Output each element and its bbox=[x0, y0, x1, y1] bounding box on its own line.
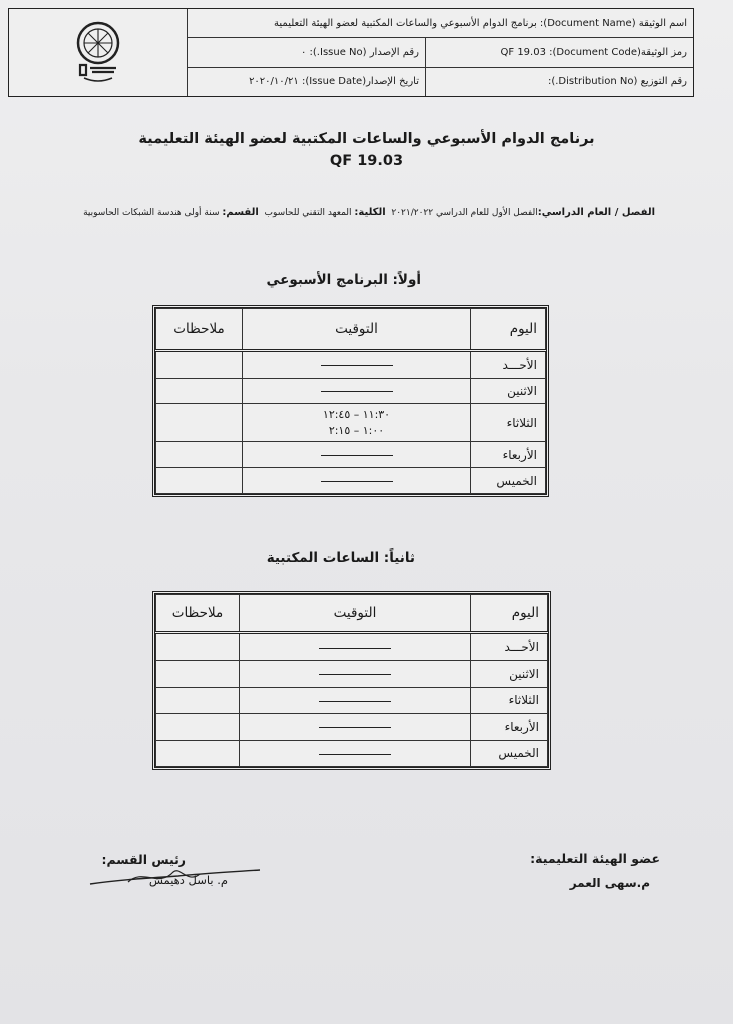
day-cell: الخميس bbox=[471, 740, 548, 766]
document-code: رمز الوثيقة(Document Code): QF 19.03 bbox=[425, 38, 693, 66]
header-row-code bbox=[188, 38, 693, 67]
table-row bbox=[156, 714, 548, 740]
empty-dash bbox=[321, 390, 393, 392]
semester-label: الفصل / العام الدراسي: bbox=[537, 207, 655, 218]
day-cell: الخميس bbox=[471, 468, 546, 494]
header-notes: ملاحظات bbox=[156, 309, 243, 351]
time-cell bbox=[240, 687, 471, 713]
time-slot-2: ١:٠٠ – ٢:١٥ bbox=[328, 423, 385, 437]
distribution-no: رقم التوزيع (Distribution No.): bbox=[425, 68, 693, 96]
notes-cell bbox=[156, 740, 240, 766]
university-logo-emblem-icon bbox=[66, 18, 130, 88]
day-cell: الاثنين bbox=[471, 661, 548, 687]
empty-dash bbox=[321, 364, 393, 366]
header-time: التوقيت bbox=[240, 595, 471, 633]
time-cell bbox=[243, 378, 471, 404]
issue-date: تاريخ الإصدار(Issue Date): ٢٠٢٠/١٠/٢١ bbox=[249, 76, 419, 88]
time-cell bbox=[240, 714, 471, 740]
department-label: القسم: bbox=[222, 207, 259, 218]
day-cell: الأحـــد bbox=[471, 633, 548, 661]
table-header-row bbox=[156, 595, 548, 633]
empty-dash bbox=[319, 647, 391, 649]
table-row bbox=[156, 404, 546, 442]
day-cell: الثلاثاء bbox=[471, 404, 546, 442]
weekly-schedule-title: أولاً: البرنامج الأسبوعي bbox=[266, 272, 421, 288]
header-time: التوقيت bbox=[243, 309, 471, 351]
department-head-label: رئيس القسم: bbox=[101, 852, 186, 867]
department-head-name: م. باسل دهيمش bbox=[148, 873, 228, 887]
table-row bbox=[156, 687, 548, 713]
table-row bbox=[156, 661, 548, 687]
header-row-name bbox=[188, 9, 693, 38]
time-cell bbox=[240, 633, 471, 661]
college-label: الكلية: bbox=[354, 207, 386, 218]
issue-no: رقم الإصدار (Issue No.): ٠ bbox=[300, 46, 419, 58]
page-title: برنامج الدوام الأسبوعي والساعات المكتبية لعضو الهيئة التعليمية bbox=[138, 131, 595, 147]
college-value: المعهد التقني للحاسوب bbox=[264, 208, 352, 218]
header-notes: ملاحظات bbox=[156, 595, 240, 633]
document-name: اسم الوثيقة (Document Name): برنامج الدوام الأسبوعي والساعات المكتبية لعضو الهيئة التعليمية bbox=[274, 17, 687, 29]
notes-cell bbox=[156, 661, 240, 687]
time-cell bbox=[243, 351, 471, 379]
time-cell bbox=[243, 404, 471, 442]
header-info bbox=[188, 9, 693, 96]
empty-dash bbox=[321, 480, 393, 482]
table-row bbox=[156, 468, 546, 494]
day-cell: الثلاثاء bbox=[471, 687, 548, 713]
notes-cell bbox=[156, 351, 243, 379]
university-logo bbox=[9, 9, 188, 96]
document-header bbox=[8, 8, 694, 97]
empty-dash bbox=[319, 673, 391, 675]
notes-cell bbox=[156, 468, 243, 494]
notes-cell bbox=[156, 687, 240, 713]
notes-cell bbox=[156, 714, 240, 740]
time-cell bbox=[243, 468, 471, 494]
header-row-dist bbox=[188, 68, 693, 96]
empty-dash bbox=[319, 700, 391, 702]
form-code-title: QF 19.03 bbox=[329, 153, 404, 169]
course-info-line bbox=[83, 207, 655, 218]
time-slot-1: ١١:٣٠ – ١٢:٤٥ bbox=[322, 407, 391, 421]
notes-cell bbox=[156, 404, 243, 442]
empty-dash bbox=[321, 454, 393, 456]
table-row bbox=[156, 633, 548, 661]
table-row bbox=[156, 351, 546, 379]
empty-dash bbox=[319, 726, 391, 728]
table-row bbox=[156, 442, 546, 468]
table-row bbox=[156, 378, 546, 404]
notes-cell bbox=[156, 378, 243, 404]
header-day: اليوم bbox=[471, 309, 546, 351]
day-cell: الأربعاء bbox=[471, 714, 548, 740]
notes-cell bbox=[156, 442, 243, 468]
table-header-row bbox=[156, 309, 546, 351]
empty-dash bbox=[319, 753, 391, 755]
table-row bbox=[156, 740, 548, 766]
time-cell bbox=[240, 661, 471, 687]
office-hours-title: ثانياً: الساعات المكتبية bbox=[266, 550, 415, 566]
day-cell: الاثنين bbox=[471, 378, 546, 404]
header-day: اليوم bbox=[471, 595, 548, 633]
weekly-schedule-table bbox=[152, 305, 549, 497]
faculty-member-label: عضو الهيئة التعليمية: bbox=[530, 851, 660, 866]
time-cell bbox=[243, 442, 471, 468]
notes-cell bbox=[156, 633, 240, 661]
day-cell: الأربعاء bbox=[471, 442, 546, 468]
signature-scribble-icon bbox=[88, 858, 263, 890]
office-hours-table bbox=[152, 591, 551, 770]
time-cell bbox=[240, 740, 471, 766]
semester-value: الفصل الأول للعام الدراسي ٢٠٢١/٢٠٢٢ bbox=[391, 208, 538, 218]
day-cell: الأحـــد bbox=[471, 351, 546, 379]
department-value: سنة أولى هندسة الشبكات الحاسوبية bbox=[83, 208, 220, 218]
faculty-member-name: م.سهى العمر bbox=[569, 876, 650, 890]
